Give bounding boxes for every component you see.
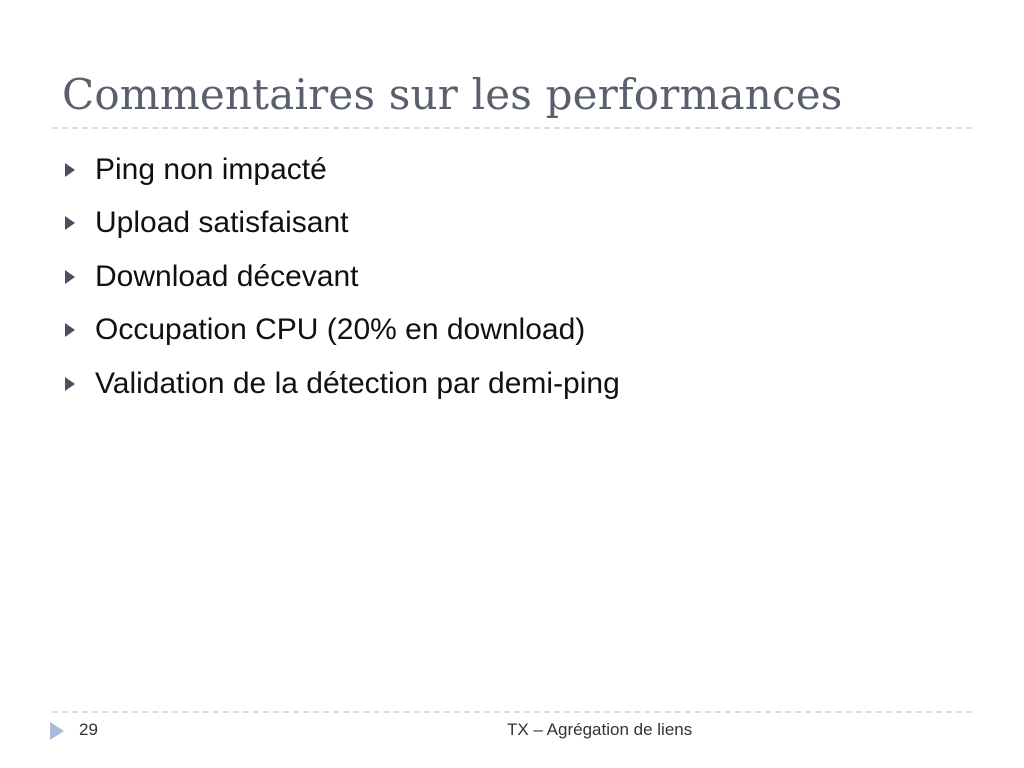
bullet-item bbox=[62, 304, 620, 358]
bullet-text: Occupation CPU (20% en download) bbox=[95, 313, 586, 347]
triangle-right-icon bbox=[62, 270, 95, 284]
triangle-right-icon bbox=[62, 377, 95, 391]
title-divider bbox=[52, 127, 972, 129]
bullet-item bbox=[62, 197, 620, 251]
triangle-right-icon bbox=[62, 216, 95, 230]
bullet-text: Validation de la détection par demi-ping bbox=[95, 366, 620, 400]
triangle-right-icon bbox=[50, 722, 64, 745]
triangle-right-icon bbox=[62, 163, 95, 177]
footer-divider bbox=[52, 711, 972, 713]
bullet-item bbox=[62, 143, 620, 197]
bullet-item bbox=[62, 357, 620, 411]
bullet-text: Ping non impacté bbox=[95, 152, 327, 186]
bullet-item bbox=[62, 250, 620, 304]
page-number: 29 bbox=[79, 720, 98, 739]
bullet-list bbox=[62, 143, 620, 411]
triangle-right-icon bbox=[62, 323, 95, 337]
slide-title: Commentaires sur les performances bbox=[62, 70, 843, 119]
bullet-text: Upload satisfaisant bbox=[95, 206, 349, 240]
bullet-text: Download décevant bbox=[95, 259, 359, 293]
presentation-title: TX – Agrégation de liens bbox=[507, 720, 693, 739]
